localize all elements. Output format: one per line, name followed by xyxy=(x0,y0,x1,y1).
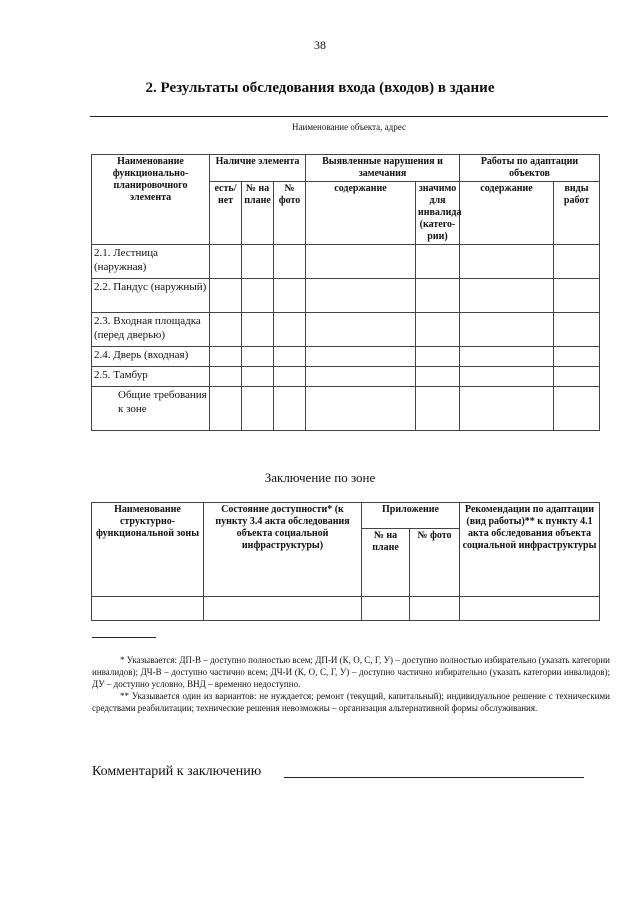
object-name-line[interactable] xyxy=(90,116,608,117)
header-work-types: виды работ xyxy=(554,182,600,245)
cell[interactable] xyxy=(460,387,554,431)
object-caption: Наименование объекта, адрес xyxy=(292,122,406,132)
cell[interactable] xyxy=(242,245,274,279)
header-content-works: содержание xyxy=(460,182,554,245)
cell[interactable] xyxy=(306,347,416,367)
cell[interactable] xyxy=(242,367,274,387)
table-row xyxy=(92,347,600,367)
cell[interactable] xyxy=(210,387,242,431)
cell[interactable] xyxy=(460,347,554,367)
cell[interactable] xyxy=(460,367,554,387)
cell[interactable] xyxy=(274,313,306,347)
cell[interactable] xyxy=(306,245,416,279)
row-label: Общие требования к зоне xyxy=(92,387,210,431)
cell[interactable] xyxy=(210,245,242,279)
cell[interactable] xyxy=(242,347,274,367)
header-yes-no: есть/ нет xyxy=(210,182,242,245)
header-zone-name: Наименование структурно-функциональной зоны xyxy=(92,503,204,597)
table-row xyxy=(92,367,600,387)
cell[interactable] xyxy=(362,597,410,621)
header-plan-no: № на плане xyxy=(362,529,410,597)
cell[interactable] xyxy=(460,313,554,347)
header-photo-no: № фото xyxy=(274,182,306,245)
row-label: 2.3. Входная площадка (перед дверью) xyxy=(92,313,210,347)
cell[interactable] xyxy=(210,313,242,347)
header-recommendations: Рекомендации по адаптации (вид работы)** к пункту 4.1 акта обследования объекта социальной инфраструктуры xyxy=(460,503,600,597)
cell[interactable] xyxy=(554,387,600,431)
table-row xyxy=(92,245,600,279)
cell[interactable] xyxy=(274,347,306,367)
cell[interactable] xyxy=(274,367,306,387)
cell[interactable] xyxy=(416,387,460,431)
row-label: 2.5. Тамбур xyxy=(92,367,210,387)
header-content: содержание xyxy=(306,182,416,245)
footnote-recommendation: ** Указывается один из вариантов: не нуждается; ремонт (текущий, капитальный); индивидуальное решение с техническими средствами реабилитации; технические решения невозможны – организация альтернативной формы обслуживания. xyxy=(92,691,610,713)
cell[interactable] xyxy=(210,347,242,367)
cell[interactable] xyxy=(204,597,362,621)
header-significance: значимо для инвалида (катего-рии) xyxy=(416,182,460,245)
table-row xyxy=(92,313,600,347)
cell[interactable] xyxy=(242,279,274,313)
cell[interactable] xyxy=(416,313,460,347)
cell[interactable] xyxy=(554,313,600,347)
footnotes xyxy=(92,654,610,714)
cell[interactable] xyxy=(416,279,460,313)
zone-conclusion-title: Заключение по зоне xyxy=(264,470,376,485)
comment-label: Комментарий к заключению xyxy=(92,764,262,779)
cell[interactable] xyxy=(554,245,600,279)
cell[interactable] xyxy=(306,313,416,347)
header-works: Работы по адаптации объектов xyxy=(460,155,600,182)
cell[interactable] xyxy=(554,279,600,313)
cell[interactable] xyxy=(554,367,600,387)
table-row xyxy=(92,597,600,621)
cell[interactable] xyxy=(274,279,306,313)
header-element-name: Наименование функционально-планировочного элемента xyxy=(92,155,210,245)
cell[interactable] xyxy=(92,597,204,621)
row-label: 2.2. Пандус (наружный) xyxy=(92,279,210,313)
footnote-accessibility: * Указывается: ДП-В – доступно полностью всем; ДП-И (К, О, С, Г, У) – доступно полностью избирательно (указать категории инвалидов); ДЧ-В – доступно частично всем; ДЧ-И (К, О, С, Г, У) – доступно частично избирательно (указать категории инвалидов); ДУ – доступно условно, ВНД – временно недоступно. xyxy=(92,655,610,689)
table-row xyxy=(92,279,600,313)
comment-input-line[interactable] xyxy=(284,777,584,778)
footnote-separator xyxy=(92,637,156,638)
header-photo-no: № фото xyxy=(410,529,460,597)
cell[interactable] xyxy=(460,597,600,621)
cell[interactable] xyxy=(242,387,274,431)
table-row xyxy=(92,387,600,431)
header-appendix: Приложение xyxy=(362,503,460,529)
row-label: 2.1. Лестница (наружная) xyxy=(92,245,210,279)
cell[interactable] xyxy=(460,279,554,313)
page-title: 2. Результаты обследования входа (входов) в здание xyxy=(145,80,495,96)
cell[interactable] xyxy=(416,245,460,279)
cell[interactable] xyxy=(460,245,554,279)
cell[interactable] xyxy=(306,387,416,431)
cell[interactable] xyxy=(274,245,306,279)
cell[interactable] xyxy=(306,279,416,313)
entrance-survey-table xyxy=(91,154,600,431)
cell[interactable] xyxy=(210,367,242,387)
cell[interactable] xyxy=(416,347,460,367)
cell[interactable] xyxy=(416,367,460,387)
header-accessibility-state: Состояние доступности* (к пункту 3.4 акта обследования объекта социальной инфраструктуры) xyxy=(204,503,362,597)
header-violations: Выявленные нарушения и замечания xyxy=(306,155,460,182)
cell[interactable] xyxy=(274,387,306,431)
zone-conclusion-table xyxy=(91,502,600,621)
page-number: 38 xyxy=(314,38,326,52)
cell[interactable] xyxy=(554,347,600,367)
header-presence: Наличие элемента xyxy=(210,155,306,182)
cell[interactable] xyxy=(210,279,242,313)
row-label: 2.4. Дверь (входная) xyxy=(92,347,210,367)
cell[interactable] xyxy=(410,597,460,621)
cell[interactable] xyxy=(306,367,416,387)
header-plan-no: № на плане xyxy=(242,182,274,245)
cell[interactable] xyxy=(242,313,274,347)
